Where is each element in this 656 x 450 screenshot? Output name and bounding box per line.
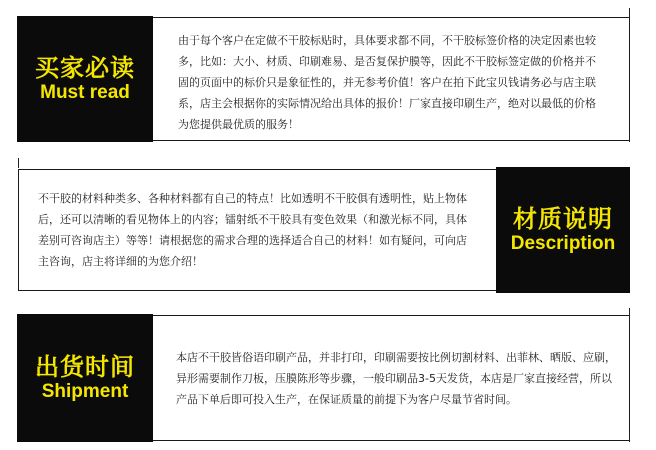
section-must-read <box>0 0 656 150</box>
text-line: 多，比如：大小、材质、印刷难易、是否复保护膜等，因此不干胶标签定做的价格并不 <box>178 55 596 68</box>
corner-tick <box>629 8 630 18</box>
section-title-en: Description <box>510 233 616 254</box>
text-line: 由于每个客户在定做不干胶标贴时，具体要求都不同，不干胶标签价格的决定因素也较 <box>178 34 596 47</box>
section-label <box>496 167 630 293</box>
text-line: 主咨询，店主将详细的为您介绍！ <box>38 255 203 268</box>
text-line: 为您提供最优质的服务！ <box>178 118 299 131</box>
text-line: 异形需要制作刀板，压膜陈形等步骤，一般印刷品3-5天发货，本店是厂家直接经营，所以 <box>176 372 612 385</box>
section-title-zh: 买家必读 <box>35 54 135 82</box>
corner-tick <box>629 432 630 442</box>
section-shipment <box>0 300 656 450</box>
text-line: 固的页面中的标价只是象征性的，并无参考价值！客户在拍下此宝贝钱请务必与店主联 <box>178 76 596 89</box>
text-line: 不干胶的材料种类多、各种材料都有自己的特点！比如透明不干胶俱有透明性，贴上物体 <box>38 192 467 205</box>
text-line: 产品下单后即可投入生产，在保证质量的前提下为客户尽量节省时间。 <box>176 393 517 406</box>
section-title-zh: 材质说明 <box>513 205 613 233</box>
section-body-text <box>178 30 624 135</box>
section-title-zh: 出货时间 <box>35 353 135 381</box>
corner-tick <box>18 158 19 168</box>
section-body-text <box>38 188 490 272</box>
text-line: 本店不干胶皆俗语印刷产品，并非打印，印刷需要按比例切割材料、出菲林、晒版、应刷， <box>176 351 616 364</box>
corner-tick <box>629 308 630 318</box>
corner-tick <box>629 132 630 142</box>
text-line: 后，还可以清晰的看见物体上的内容；镭射纸不干胶具有变色效果（和激光标不同，具体 <box>38 213 467 226</box>
section-label <box>17 314 153 442</box>
section-label <box>17 16 153 142</box>
section-title-en: Shipment <box>41 381 129 402</box>
section-body-text <box>176 347 626 410</box>
section-title-en: Must read <box>40 82 130 103</box>
text-line: 系，店主会根据你的实际情况给出具体的报价！厂家直接印刷生产，绝对以最低的价格 <box>178 97 596 110</box>
text-line: 差别可咨询店主）等等！请根据您的需求合理的选择适合自己的材料！如有疑问，可向店 <box>38 234 467 247</box>
section-description <box>0 150 656 300</box>
